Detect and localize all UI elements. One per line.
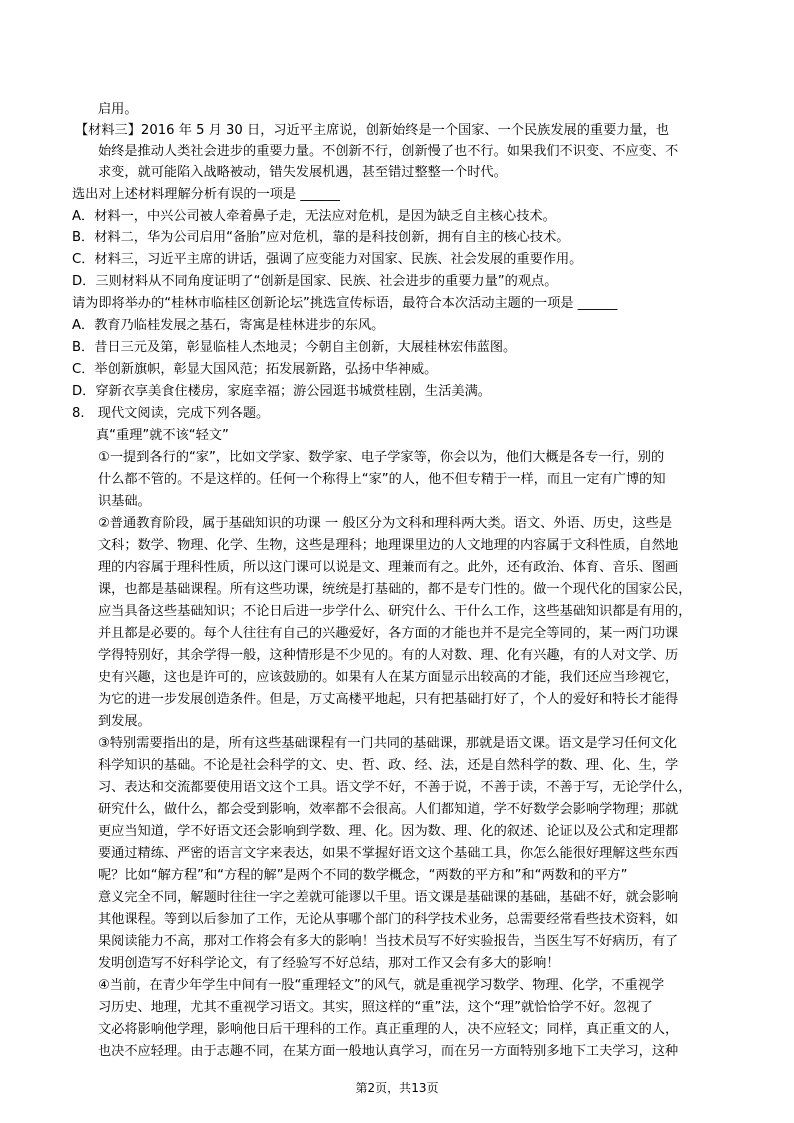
text-line: 要通过精练、严密的语言文字来表达，如果不掌握好语文这个基础工具，你怎么能很好理解这些东西	[98, 846, 679, 861]
text-line: 发明创造写不好科学论文，有了经验写不好总结，那对工作又会有多大的影响！	[98, 956, 560, 971]
text-line: ④当前，在青少年学生中间有一股“重理轻文”的风气，就是重视学习数学、物理、化学，不重视学	[98, 978, 665, 993]
text-line: 为它的进一步发展创造条件。但是，万丈高楼平地起，只有把基础打好了，个人的爱好和特长才能得	[98, 692, 679, 707]
text-line: 文科；数学、物理、化学、生物，这些是理科；地理课里边的人文地理的内容属于文科性质，自然地	[98, 538, 679, 553]
text-line: 课，也都是基础课程。所有这些功课，统统是打基础的，都不是专门性的。做一个现代化的国家公民，	[98, 582, 692, 597]
text-line: 呢？比如“解方程”和“方程的解”是两个不同的数学概念，“两数的平方和”和“两数和的平方”	[98, 868, 628, 883]
footer-prefix: 第	[355, 1081, 368, 1095]
text-line: B．昔日三元及第，彰显临桂人杰地灵；今朝自主创新，大展桂林宏伟蓝图。	[72, 340, 517, 355]
text-line: 意义完全不同，解题时往往一字之差就可能谬以千里。语文课是基础课的基础，基础不好，就会影响	[98, 890, 679, 905]
text-line: 研究什么，做什么，都会受到影响，效率都不会很高。人们都知道，学不好数学会影响学物理；那就	[98, 802, 679, 817]
text-line: A．教育乃临桂发展之基石，寄寓是桂林进步的东风。	[72, 318, 385, 333]
text-line: 也决不应轻理。由于志趣不同，在某方面一般地认真学习，而在另一方面特别多地下工夫学习，这种	[98, 1044, 679, 1059]
text-line: ③特别需要指出的是，所有这些基础课程有一门共同的基础课，那就是语文课。语文是学习任何文化	[98, 736, 677, 751]
text-line: 求变，就可能陷入战略被动，错失发展机遇，甚至错过整整一个时代。	[98, 165, 507, 180]
text-line: 史有兴趣，这也是许可的，应该鼓励的。如果有人在某方面显示出较高的才能，我们还应当珍视它，	[98, 670, 679, 685]
text-line: 并且都是必要的。每个人往往有自己的兴趣爱好，各方面的才能也并不是完全等同的，某一两门功课	[98, 626, 679, 641]
text-line: 8. 现代文阅读，完成下列各题。	[72, 406, 270, 421]
text-line: ②普通教育阶段，属于基础知识的功课 一 般区分为文科和理科两大类。语文、外语、历史，这些是	[98, 516, 673, 531]
text-line: 请为即将举办的“桂林市临桂区创新论坛”挑选宣传标语，最符合本次活动主题的一项是 ______	[72, 296, 618, 311]
text-line: 习、表达和交流都要使用语文这个工具。语文学不好，不善于说，不善于读，不善于写，无论学什么，	[98, 780, 692, 795]
footer-page-number: 2	[367, 1081, 376, 1095]
text-line: 选出对上述材料理解分析有误的一项是 ______	[72, 187, 340, 202]
text-line: C．材料三，习近平主席的讲话，强调了应变能力对国家、民族、社会发展的重要作用。	[72, 252, 583, 267]
text-line: 果阅读能力不高，那对工作将会有多大的影响！当技术员写不好实验报告，当医生写不好病历，有了	[98, 934, 679, 949]
footer-suffix: 页	[426, 1081, 439, 1095]
text-line: D．穿新衣享美食住楼房，家庭幸福；游公园逛书城赏桂剧，生活美满。	[72, 384, 491, 399]
footer-total-pages: 13	[411, 1081, 427, 1095]
text-line: 启用。	[98, 102, 138, 117]
text-line: A．材料一，中兴公司被人牵着鼻子走，无法应对危机，是因为缺乏自主核心技术。	[72, 209, 556, 224]
text-line: 应当具备这些基础知识；不论日后进一步学什么、研究什么、干什么工作，这些基础知识都是有用的，	[98, 604, 692, 619]
text-line: 文必将影响他学理，影响他日后干理科的工作。真正重理的人，决不应轻文；同样，真正重文的人，	[98, 1022, 679, 1037]
text-line: 什么都不管的。不是这样的。任何一个称得上“家”的人，他不但专精于一样，而且一定有广博的知	[98, 472, 666, 487]
footer-middle: 页，共	[375, 1081, 412, 1095]
text-line: 其他课程。等到以后参加了工作，无论从事哪个部门的科学技术业务，总需要经常看些技术资料，如	[98, 912, 679, 927]
text-line: 【材料三】2016 年 5 月 30 日，习近平主席说，创新始终是一个国家、一个民族发展的重要力量，也	[75, 123, 670, 138]
text-line: 更应当知道，学不好语文还会影响到学数、理、化。因为数、理、化的叙述、论证以及公式和定理都	[98, 824, 679, 839]
text-line: ①一提到各行的“家”，比如文学家、数学家、电子学家等，你会以为，他们大概是各专一行，别的	[98, 450, 665, 465]
text-line: 学得特别好，其余学得一般，这种情形是不少见的。有的人对数、理、化有兴趣，有的人对文学、历	[98, 648, 679, 663]
text-line: 始终是推动人类社会进步的重要力量。不创新不行，创新慢了也不行。如果我们不识变、不应变、不	[98, 144, 679, 159]
text-line: C．举创新旗帜，彰显大国风范；拓发展新路，弘扬中华神威。	[72, 362, 438, 377]
text-line: 真“重理”就不该“轻文”	[96, 428, 229, 443]
text-line: 识基础。	[98, 494, 151, 509]
text-line: 到发展。	[98, 714, 151, 729]
text-line: 科学知识的基础。不论是社会科学的文、史、哲、政、经、法，还是自然科学的数、理、化、生，学	[98, 758, 679, 773]
page-footer	[0, 1080, 794, 1096]
text-line: 理的内容属于理科性质，所以这门课可以说是文、理兼而有之。此外，还有政治、体育、音乐、图画	[98, 560, 679, 575]
text-line: B．材料二，华为公司启用“备胎”应对危机，靠的是科技创新，拥有自主的核心技术。	[72, 230, 570, 245]
text-line: 习历史、地理，尤其不重视学习语文。其实，照这样的“重”法，这个“理”就恰恰学不好。忽视了	[98, 1000, 653, 1015]
text-line: D．三则材料从不同角度证明了“创新是国家、民族、社会进步的重要力量”的观点。	[72, 274, 558, 289]
